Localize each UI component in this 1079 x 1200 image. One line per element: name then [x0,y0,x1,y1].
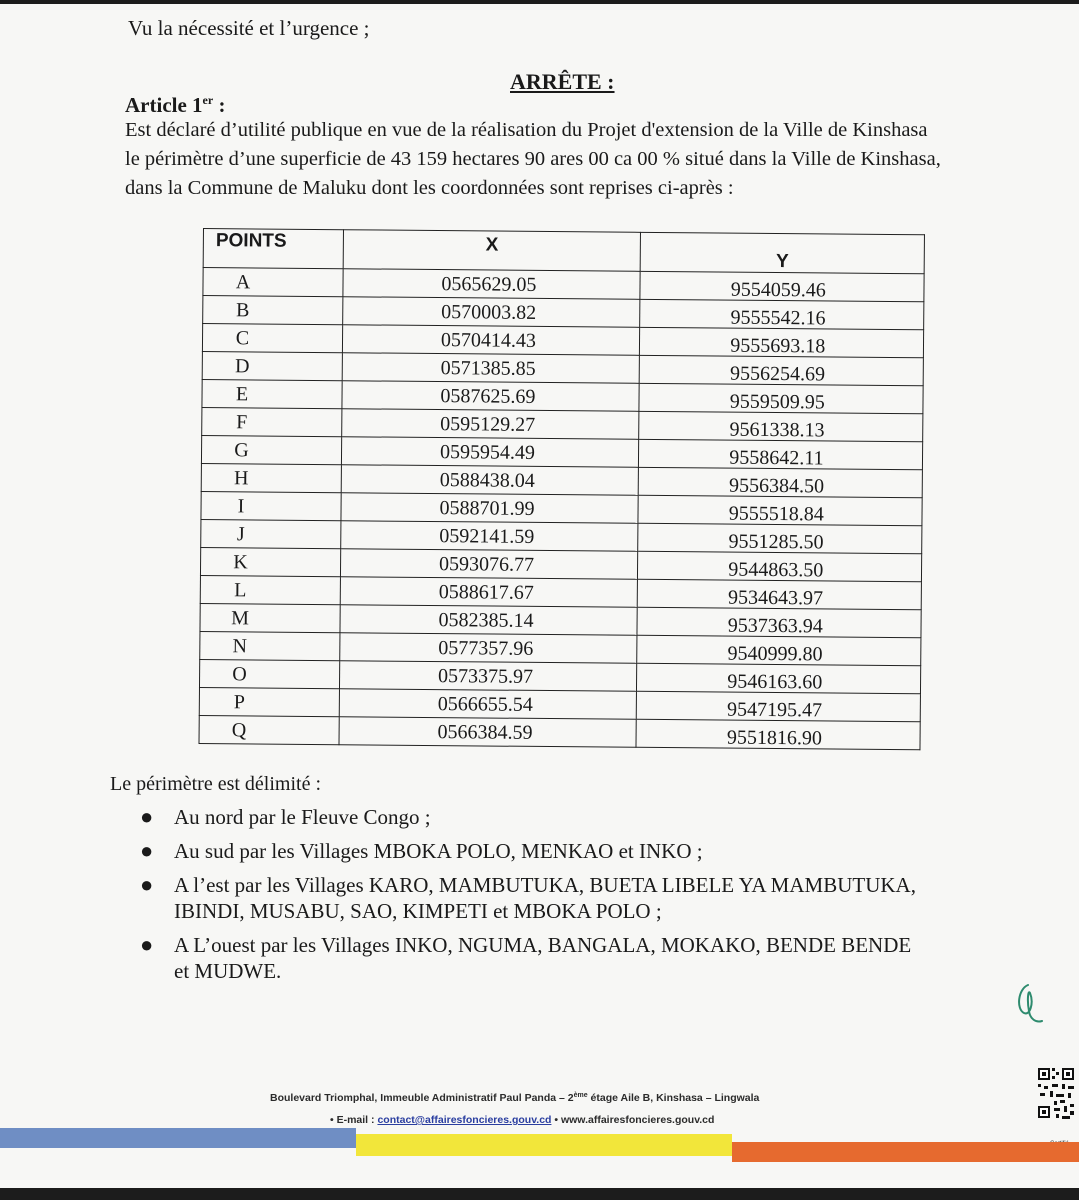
footer-address-sup: ème [573,1092,588,1099]
flag-band-blue [0,1128,356,1148]
y-cell: 9555518.84 [638,495,922,525]
decree-heading: ARRÊTE : [510,69,615,94]
boundary-east-line-1: A l’est par les Villages KARO, MAMBUTUKA, BUETA LIBELE YA MAMBUTUKA, [174,873,916,897]
point-cell: I [201,491,341,520]
y-cell: 9561338.13 [639,411,923,441]
preamble-line: Vu la nécessité et l’urgence ; [128,16,370,40]
point-cell: L [200,575,340,604]
list-item [140,838,916,864]
point-cell: K [200,547,340,576]
boundary-west-line-2: et MUDWE. [174,959,282,983]
flag-band-yellow [356,1134,732,1156]
x-cell: 0595954.49 [341,437,639,468]
x-cell: 0588438.04 [341,465,639,496]
y-cell: 9556254.69 [639,355,923,385]
flag-band-red [732,1142,1079,1162]
list-item [140,872,916,924]
point-cell: O [199,659,339,688]
point-cell: P [199,687,339,716]
footer-address-part-2: étage Aile B, Kinshasa – Lingwala [587,1092,760,1104]
boundary-list [140,804,916,992]
article-text-line-2: le périmètre d’une superficie de 43 159 hectares 90 ares 00 ca 00 % situé dans la Ville de Kinshasa, [125,148,941,170]
point-cell: H [201,463,341,492]
y-cell: 9559509.95 [639,383,923,413]
document-page [0,4,1079,1188]
bullet-icon: ● [140,872,154,897]
article-text-line-1: Est déclaré d’utilité publique en vue de la réalisation du Projet d'extension de la Ville de Kinshasa [125,119,928,141]
point-cell: M [200,603,340,632]
boundary-north: Au nord par le Fleuve Congo ; [174,805,431,829]
point-cell: F [202,407,342,436]
boundary-south: Au sud par les Villages MBOKA POLO, MENKAO et INKO ; [174,839,703,863]
point-cell: N [200,631,340,660]
point-cell: J [201,519,341,548]
x-cell: 0570414.43 [342,325,640,356]
article-sup: er [202,93,214,107]
y-cell: 9555693.18 [640,327,924,357]
article-colon: : [213,93,226,117]
footer-address [270,1092,759,1104]
y-cell: 9546163.60 [637,663,921,693]
y-cell: 9544863.50 [638,551,922,581]
x-cell: 0565629.05 [343,269,641,300]
footer-contact [330,1114,714,1126]
bullet-icon: ● [140,804,154,829]
x-cell: 0582385.14 [340,605,638,636]
header-y: Y [640,232,924,273]
y-cell: 9556384.50 [638,467,922,497]
point-cell: C [202,324,342,353]
point-cell: D [202,351,342,380]
article-title [125,88,225,117]
point-cell: Q [199,715,339,744]
perimeter-intro: Le périmètre est délimité : [110,773,322,795]
y-cell: 9555542.16 [640,299,924,329]
list-item [140,932,916,984]
footer-address-part-1: Boulevard Triomphal, Immeuble Administratif Paul Panda – 2 [270,1092,574,1104]
x-cell: 0587625.69 [342,381,640,412]
header-points: POINTS [203,229,343,269]
y-cell: 9551285.50 [638,523,922,553]
y-cell: 9547195.47 [637,691,921,721]
boundary-west-line-1: A L’ouest par les Villages INKO, NGUMA, BANGALA, MOKAKO, BENDE BENDE [174,933,912,957]
x-cell: 0571385.85 [342,353,640,384]
x-cell: 0593076.77 [340,549,638,580]
bullet-icon: ● [140,838,154,863]
y-cell: 9534643.97 [638,579,922,609]
email-label: • E-mail : [330,1114,378,1126]
y-cell: 9554059.46 [640,271,924,301]
list-item [140,804,916,830]
x-cell: 0577357.96 [340,633,638,664]
qr-code-icon [1036,1066,1076,1124]
x-cell: 0573375.97 [339,661,637,692]
point-cell: A [203,268,343,297]
y-cell: 9537363.94 [637,607,921,637]
y-cell: 9540999.80 [637,635,921,665]
x-cell: 0566384.59 [339,717,637,748]
email-link[interactable]: contact@affairesfoncieres.gouv.cd [377,1114,552,1126]
bullet-icon: ● [140,932,154,957]
x-cell: 0588617.67 [340,577,638,608]
point-cell: E [202,379,342,408]
point-cell: G [201,435,341,464]
header-x: X [343,230,641,272]
x-cell: 0566655.54 [339,689,637,720]
x-cell: 0592141.59 [341,521,639,552]
coordinates-table [198,228,924,750]
y-cell: 9558642.11 [639,439,923,469]
article-text-line-3: dans la Commune de Maluku dont les coordonnées sont reprises ci-après : [125,177,734,199]
point-cell: B [203,296,343,325]
signature-initial [1010,979,1046,1029]
article-label: Article 1 [125,93,203,117]
x-cell: 0588701.99 [341,493,639,524]
y-cell: 9551816.90 [636,719,920,749]
x-cell: 0570003.82 [343,297,641,328]
table-header-row [203,229,924,274]
boundary-east-line-2: IBINDI, MUSABU, SAO, KIMPETI et MBOKA POLO ; [174,899,662,923]
website-link[interactable]: • www.affairesfoncieres.gouv.cd [551,1114,715,1126]
x-cell: 0595129.27 [342,409,640,440]
